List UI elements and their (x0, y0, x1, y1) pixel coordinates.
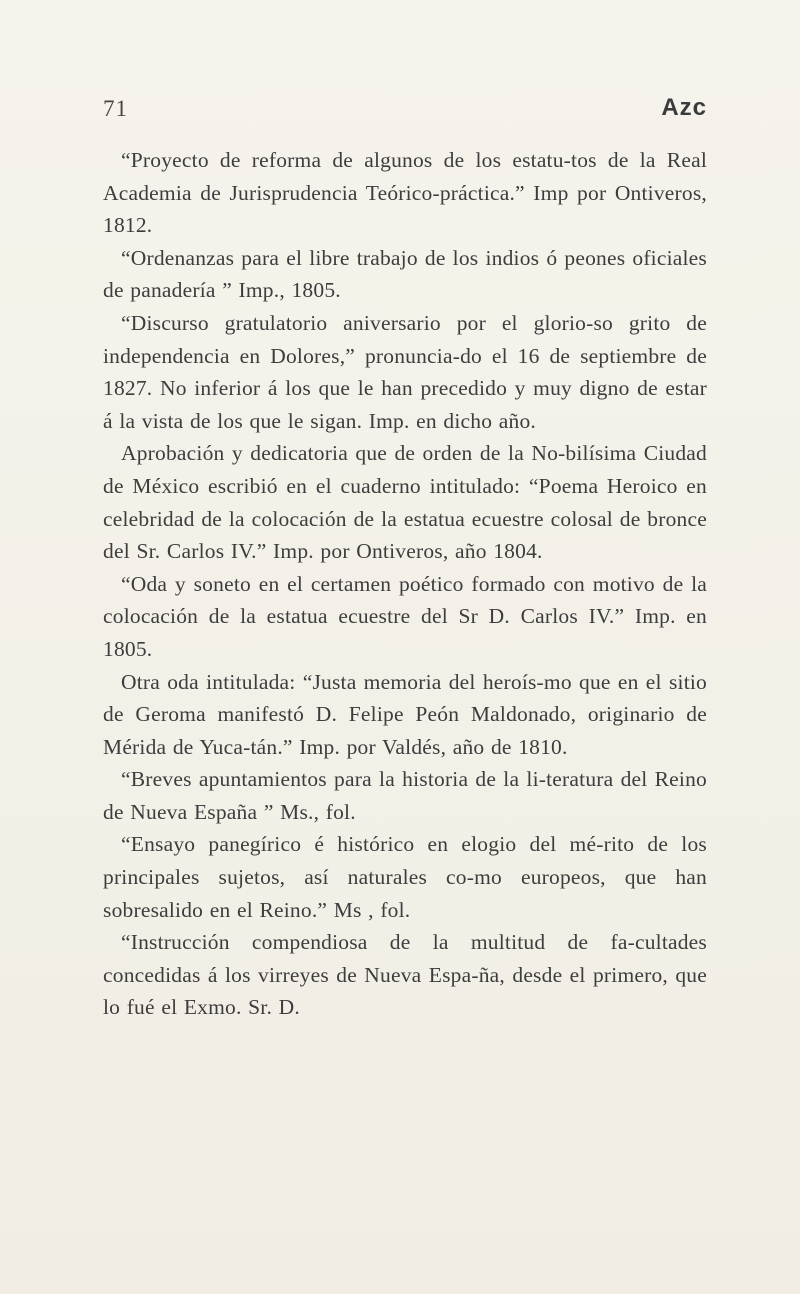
paragraph-ensayo-panegirico: “Ensayo panegírico é histórico en elogio del mé-rito de los principales sujetos, así naturales co-mo europeos, que han sobresalido en el Reino.” Ms , fol. (103, 832, 707, 922)
section-heading: Azc (661, 94, 707, 121)
page-number: 71 (103, 96, 128, 121)
paragraph-ordenanzas: “Ordenanzas para el libre trabajo de los indios ó peones oficiales de panadería ” Imp., 1805. (103, 245, 707, 303)
text-block (103, 144, 707, 1024)
paragraph-discurso-gratulatorio: “Discurso gratulatorio aniversario por el glorio-so grito de independencia en Dolores,” pronuncia-do el 16 de septiembre de 1827. No inferior á los que le han precedido y muy digno de estar á la vista de los que le sigan. Imp. en dicho año. (103, 310, 707, 433)
paragraph-breves-apuntamientos: “Breves apuntamientos para la historia de la li-teratura del Reino de Nueva España ” Ms., fol. (103, 767, 707, 824)
paragraph-aprobacion-dedicatoria: Aprobación y dedicatoria que de orden de la No-bilísima Ciudad de México escribió en el cuaderno intitulado: “Poema Heroico en celebridad de la colocación de la estatua ecuestre colosal de bronce del Sr. Carlos IV.” Imp. por Ontiveros, año 1804. (103, 441, 707, 564)
running-head (103, 96, 707, 126)
paragraph-instruccion-compendiosa: “Instrucción compendiosa de la multitud de fa-cultades concedidas á los virreyes de Nueva Espa-ña, desde el primero, que lo fué el Exmo. Sr. D. (103, 930, 707, 1020)
paragraph-otra-oda: Otra oda intitulada: “Justa memoria del heroís-mo que en el sitio de Geroma manifestó D. Felipe Peón Maldonado, originario de Mérida de Yuca-tán.” Imp. por Valdés, año de 1810. (103, 669, 707, 759)
paragraph-proyecto-reforma: “Proyecto de reforma de algunos de los estatu-tos de la Real Academia de Jurisprudencia Teórico-práctica.” Imp por Ontiveros, 1812. (103, 148, 707, 238)
paragraph-oda-soneto: “Oda y soneto en el certamen poético formado con motivo de la colocación de la estatua ecuestre del Sr D. Carlos IV.” Imp. en 1805. (103, 571, 707, 661)
